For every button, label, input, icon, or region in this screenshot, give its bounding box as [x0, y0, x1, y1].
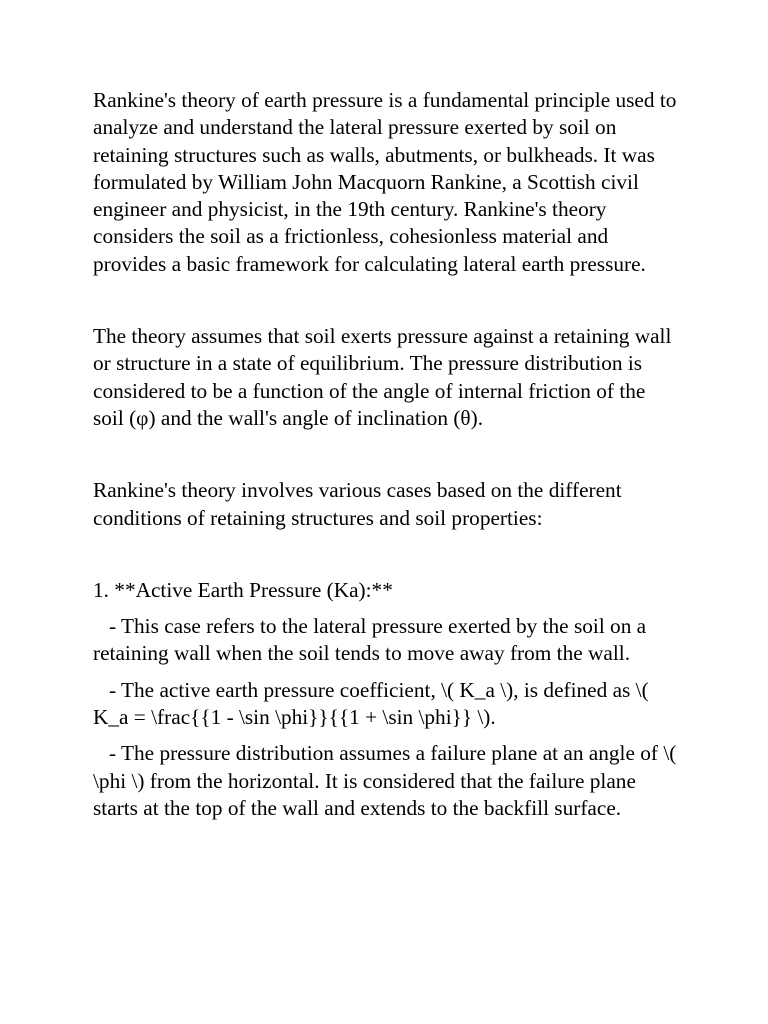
bullet-failure-plane: - The pressure distribution assumes a failure plane at an angle of \( \phi \) from the horizontal. It is considered that the failure plane starts at the top of the wall and extends to the backfill surface.	[93, 741, 682, 820]
bullet-definition: - This case refers to the lateral pressure exerted by the soil on a retaining wall when the soil tends to move away from the wall.	[93, 614, 652, 666]
section-heading-active-pressure: 1. **Active Earth Pressure (Ka):**	[93, 577, 393, 602]
paragraph-spacer	[93, 604, 681, 613]
paragraph-cases: Rankine's theory involves various cases based on the different conditions of retaining structures and soil properties:	[93, 478, 627, 530]
paragraph-spacer	[93, 731, 681, 740]
paragraph-spacer	[93, 432, 681, 477]
bullet-coefficient: - The active earth pressure coefficient, \( K_a \), is defined as \( K_a = \frac{{1 - \sin \phi}}{{1 + \sin \phi}} \).	[93, 677, 655, 730]
paragraph-assumptions: The theory assumes that soil exerts pressure against a retaining wall or structure in a state of equilibrium. The pressure distribution is considered to be a function of the angle of internal friction of the soil (φ) and the wall's angle of inclination (θ).	[93, 324, 677, 430]
paragraph-intro: Rankine's theory of earth pressure is a fundamental principle used to analyze and understand the lateral pressure exerted by soil on retaining structures such as walls, abutments, or bulkheads. It was formulated by William John Macquorn Rankine, a Scottish civil engineer and physicist, in the 19th century. Rankine's theory considers the soil as a frictionless, cohesionless material and provides a basic framework for calculating lateral earth pressure.	[93, 88, 682, 276]
paragraph-spacer	[93, 668, 681, 677]
paragraph-spacer	[93, 278, 681, 323]
paragraph-spacer	[93, 532, 681, 577]
document-body	[93, 87, 681, 822]
